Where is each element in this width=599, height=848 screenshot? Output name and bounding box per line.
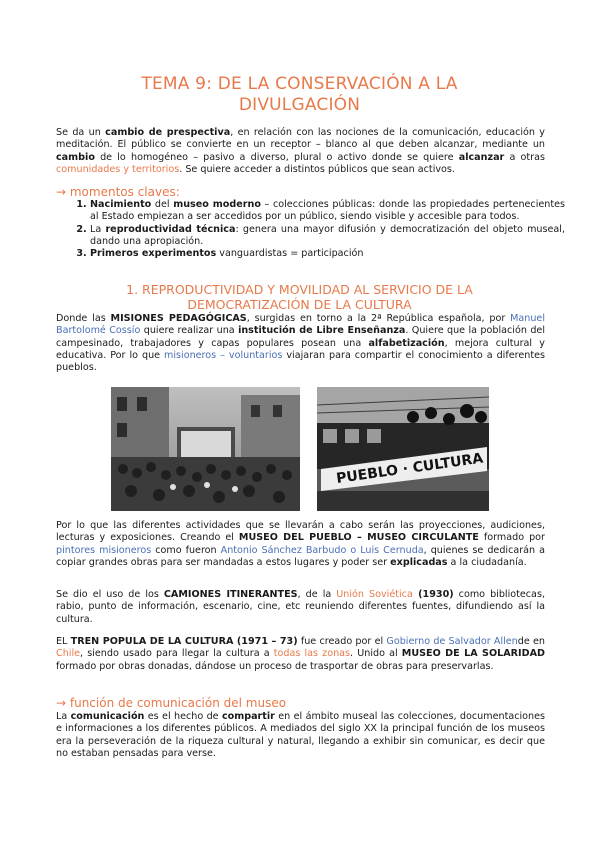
para-text: fue creado por el [297, 636, 387, 647]
section-heading-line-2: DEMOCRATIZACIÓN DE LA CULTURA [187, 297, 412, 312]
item-text: – colecciones públicas: donde las propiedades pertenecientes al Estado empiezan a ser accedidos por un público, siendo visible y accesible para todos. [90, 199, 566, 223]
para-bold: alfabetización [368, 337, 445, 349]
function-paragraph [56, 711, 545, 760]
para-bold: TREN POPULA DE LA CULTURA (1971 – 73) [70, 636, 298, 647]
para-bold: MISIONES PEDAGÓGICAS [110, 313, 247, 324]
section-heading-line-1: 1. REPRODUCTIVIDAD Y MOVILIDAD AL SERVICIO DE LA [126, 282, 473, 297]
para-text: formado por [478, 532, 545, 544]
page-title [60, 74, 539, 116]
para-highlight: todas las zonas [273, 648, 351, 660]
para-text: . Unido al [350, 648, 402, 660]
function-heading: → función de comunicación del museo [56, 696, 287, 710]
para-text: , de la [297, 589, 337, 600]
para-text: , siendo usado para llegar la cultura a [80, 648, 274, 660]
para-bold: MUSEO DE LA SOLARIDAD [401, 648, 545, 660]
para-text: , mejora cultural y educativa. Por lo que [56, 337, 545, 361]
para-link: pintores misioneros [56, 544, 152, 556]
para-bold: institución de Libre Enseñanza [238, 325, 406, 337]
village-photo-drawing [111, 387, 300, 511]
para-bold: comunicación [70, 711, 145, 722]
misiones-train-photo [317, 387, 489, 511]
para-text: en el ámbito museal las colecciones, documentaciones e informaciones a los diferentes públicos. A mediados del siglo XX la principal función de los museos era la perseveración de la riqueza cultural y natural, llegando a exhibir sin comunicar, es decir que no estaban pensadas para verse. [56, 711, 545, 759]
para-highlight: Unión Soviética [336, 589, 413, 600]
para-text: EL [56, 636, 71, 647]
intro-text: de lo homogéneo – pasivo a diverso, plural o activo donde se quiere [94, 151, 459, 163]
title-line-1: TEMA 9: DE LA CONSERVACIÓN A LA [141, 74, 458, 94]
para-text: viajaran para compartir el conocimiento a diferentes pueblos. [56, 349, 545, 374]
para-text: . Quiere que la población del campesinado, trabajadores y capas populares posean una [56, 325, 545, 349]
moments-heading: → momentos claves: [56, 185, 180, 199]
para-text: como bibliotecas, rabio, punto de información, escenario, cine, etc reuniendo diferentes fuentes, difundiendo así la cultura. [56, 589, 545, 625]
para-bold: explicadas [390, 556, 448, 568]
museo-pueblo-paragraph [56, 520, 545, 569]
para-link: Gobierno de Salvador Allen [386, 636, 518, 647]
item-text: del [151, 199, 174, 210]
intro-text: . Se quiere acceder a distintos públicos que sean activos. [179, 163, 455, 175]
para-bold: compartir [221, 711, 275, 722]
para-text: Se dio el uso de los [56, 589, 164, 600]
item-bold: reproductividad técnica [105, 223, 236, 235]
intro-paragraph [56, 127, 545, 176]
intro-highlight: comunidades y territorios [56, 163, 180, 175]
para-text: es el hecho de [144, 711, 222, 722]
camiones-paragraph [56, 589, 545, 626]
intro-text: Se da un [56, 127, 106, 138]
banner-text: PUEBLO · CULTURA [335, 450, 485, 487]
item-text: La [90, 223, 106, 235]
para-bold: (1930) [412, 589, 454, 600]
para-text: de en [517, 636, 545, 647]
para-link: Antonio Sánchez Barbudo o Luis Cernuda [220, 544, 424, 556]
para-text: formado por obras donadas, dándose un proceso de trasportar de obras para preservarlas. [56, 660, 494, 672]
title-line-2: DIVULGACIÓN [238, 95, 361, 115]
para-text: quiere realizar una [140, 325, 239, 337]
misiones-village-photo [111, 387, 300, 511]
intro-bold: cambio de prespectiva [105, 127, 231, 138]
section-heading [95, 282, 504, 312]
para-text: La [56, 711, 71, 722]
para-highlight: Chile [56, 648, 81, 660]
item-bold: Primeros experimentos [90, 248, 217, 260]
train-photo-drawing [317, 387, 489, 511]
item-text: : genera una mayor difusión y democratización del objeto museal, dando una apropiación. [90, 223, 566, 247]
para-bold: CAMIONES ITINERANTES [163, 589, 298, 600]
item-text: vanguardistas = participación [216, 248, 364, 260]
intro-text: a otras [504, 151, 545, 163]
moments-list [70, 199, 565, 260]
para-text: a la ciudadanía. [447, 556, 527, 568]
para-text: como fueron [151, 544, 221, 556]
list-item [90, 199, 565, 224]
para-text: Por lo que las diferentes actividades que se llevarán a cabo serán las proyecciones, audiciones, lecturas y exposiciones. Creando el [56, 520, 545, 544]
item-bold: Nacimiento [90, 199, 152, 210]
tren-paragraph [56, 636, 545, 673]
para-text: Donde las [56, 313, 111, 324]
para-link: Manuel Bartolomé Cossío [56, 313, 545, 337]
item-bold: museo moderno [173, 199, 261, 210]
misiones-paragraph [56, 313, 545, 374]
para-bold: MUSEO DEL PUEBLO – MUSEO CIRCULANTE [238, 532, 479, 544]
intro-bold: alcanzar [458, 151, 505, 163]
para-text: , quienes se dedicarán a copiar grandes obras para ser mandadas a estos lugares y poder ser [56, 544, 546, 568]
list-item [90, 248, 565, 260]
intro-text: , en relación con las nociones de la comunicación, educación y meditación. El público se convierte en un receptor – blanco al que deben alcanzar, mediante un [56, 127, 545, 151]
intro-bold: cambio [56, 151, 95, 163]
para-text: , surgidas en torno a la 2ª República española, por [246, 313, 511, 324]
list-item [90, 224, 565, 249]
para-link: misioneros – voluntarios [164, 349, 283, 361]
